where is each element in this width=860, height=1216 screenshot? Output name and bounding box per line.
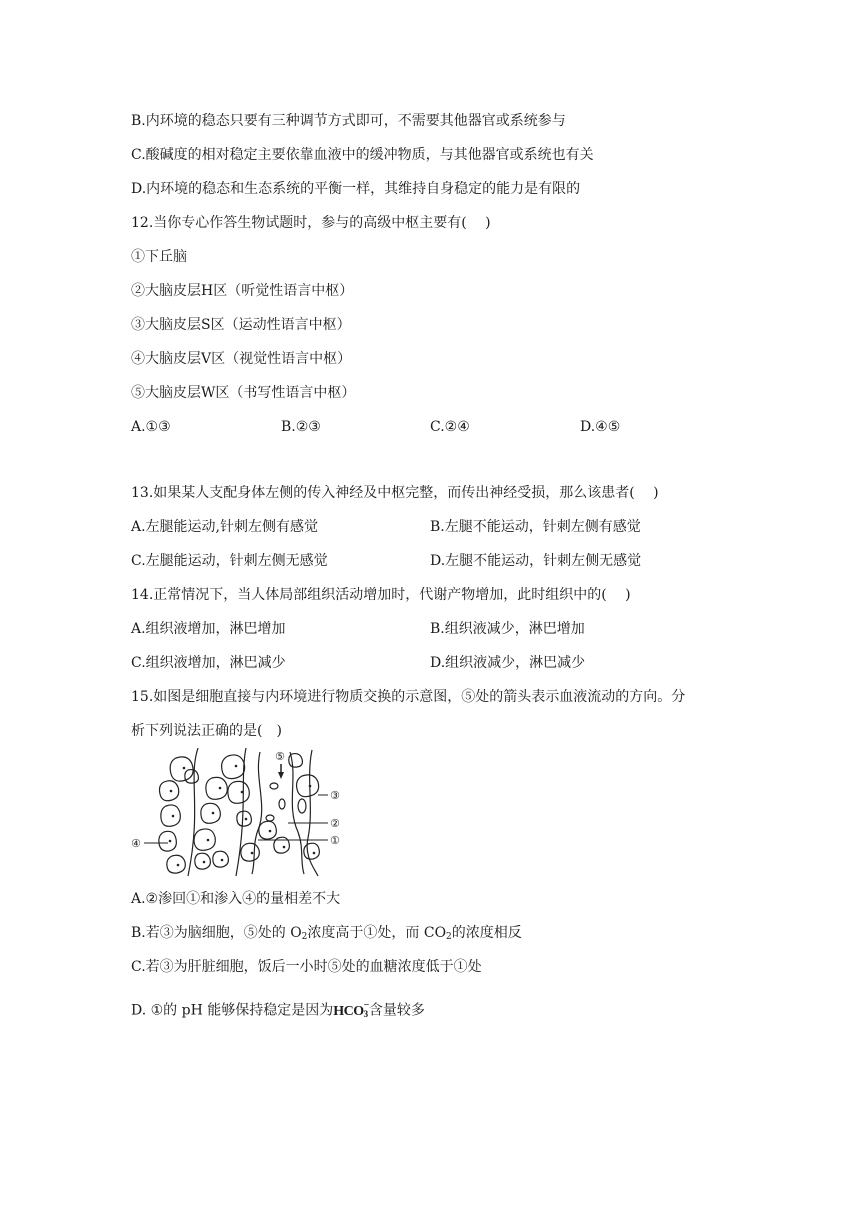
- q15-option-a: A.②渗回①和渗入④的量相差不大: [131, 891, 341, 907]
- label-2: ②: [330, 817, 340, 830]
- q11-option-c: C.酸碱度的相对稳定主要依靠血液中的缓冲物质，与其他器官或系统也有关: [131, 147, 594, 163]
- q12-option-c: C.②④: [430, 419, 470, 435]
- q11-option-b: B.内环境的稳态只要有三种调节方式即可，不需要其他器官或系统参与: [131, 113, 566, 129]
- q15-b-part3: 的浓度相反: [451, 925, 522, 941]
- cell: [259, 821, 277, 839]
- q15-option-c: C.若③为肝脏细胞，饭后一小时⑤处的血糖浓度低于①处: [131, 959, 482, 975]
- q14-option-b: B.组织液减少，淋巴增加: [430, 621, 585, 637]
- cell: [304, 843, 320, 859]
- cell: [161, 805, 180, 826]
- q12-option-a: A.①③: [131, 419, 171, 435]
- q15-option-b: [131, 923, 522, 947]
- cell: [195, 853, 211, 869]
- q15-d-part1: D. ①的 pH 能够保持稳定是因为: [131, 1002, 334, 1019]
- cell: [222, 755, 245, 779]
- cell: [297, 775, 319, 797]
- subscript: 2: [446, 932, 452, 942]
- q12-stem: 12.当你专心作答生物试题时，参与的高级中枢主要有( ): [131, 215, 491, 231]
- q13-option-d: D.左腿不能运动，针刺左侧无感觉: [430, 553, 642, 569]
- bicarbonate-formula: $HCO_3^-$: [333, 1000, 369, 1019]
- cell: [201, 803, 220, 823]
- q14-option-a: A.组织液增加，淋巴增加: [131, 621, 286, 637]
- q15-option-d: [131, 997, 425, 1024]
- label-1: ①: [330, 834, 340, 847]
- q15-d-part2: 含量较多: [368, 1002, 425, 1019]
- q15-stem-line1: 15.如图是细胞直接与内环境进行物质交换的示意图，⑤处的箭头表示血液流动的方向。分: [131, 689, 686, 705]
- q13-stem: 13.如果某人支配身体左侧的传入神经及中枢完整，而传出神经受损，那么该患者( ): [131, 485, 659, 501]
- cell: [228, 781, 249, 803]
- subscript: 2: [301, 932, 308, 942]
- q13-option-c: C.左腿能运动，针刺左侧无感觉: [131, 553, 328, 569]
- label-4: ④: [131, 837, 141, 850]
- q15-b-part1: B.若③为脑细胞，⑤处的 O: [131, 925, 302, 941]
- tissue-exchange-diagram: [128, 748, 358, 878]
- cell: [159, 831, 177, 851]
- cell: [170, 757, 193, 781]
- q14-stem: 14.正常情况下，当人体局部组织活动增加时，代谢产物增加，此时组织中的( ): [131, 587, 631, 603]
- label-3: ③: [330, 789, 340, 802]
- q12-option-b: B.②③: [281, 419, 321, 435]
- label-5: ⑤: [275, 750, 285, 763]
- q11-option-d: D.内环境的稳态和生态系统的平衡一样，其维持自身稳定的能力是有限的: [131, 181, 581, 197]
- q13-option-b: B.左腿不能运动，针刺左侧有感觉: [430, 519, 641, 535]
- q13-option-a: A.左腿能运动,针刺左侧有感觉: [131, 519, 319, 535]
- q12-option-d: D.④⑤: [580, 419, 621, 435]
- cell: [241, 843, 259, 861]
- q12-item-4: ④大脑皮层V区（视觉性语言中枢）: [131, 351, 352, 367]
- cell: [160, 781, 179, 801]
- cell: [237, 811, 252, 826]
- cell: [167, 855, 185, 873]
- q12-item-2: ②大脑皮层H区（听觉性语言中枢）: [131, 283, 354, 299]
- cell: [194, 829, 215, 850]
- cell: [206, 777, 227, 799]
- q15-b-part2: 浓度高于①处，而 CO: [307, 925, 447, 941]
- cell: [213, 851, 229, 867]
- cell: [298, 799, 306, 813]
- red-blood-cell: [270, 783, 278, 789]
- q14-option-c: C.组织液增加，淋巴减少: [131, 655, 286, 671]
- red-blood-cell: [279, 799, 285, 809]
- q12-item-5: ⑤大脑皮层W区（书写性语言中枢）: [131, 385, 356, 401]
- red-blood-cell: [266, 815, 274, 821]
- q12-item-3: ③大脑皮层S区（运动性语言中枢）: [131, 317, 351, 333]
- capillary-wall: [252, 752, 262, 874]
- q12-item-1: ①下丘脑: [131, 249, 187, 265]
- q15-stem-line2: 析下列说法正确的是( ): [131, 723, 282, 739]
- q14-option-d: D.组织液减少，淋巴减少: [430, 655, 586, 671]
